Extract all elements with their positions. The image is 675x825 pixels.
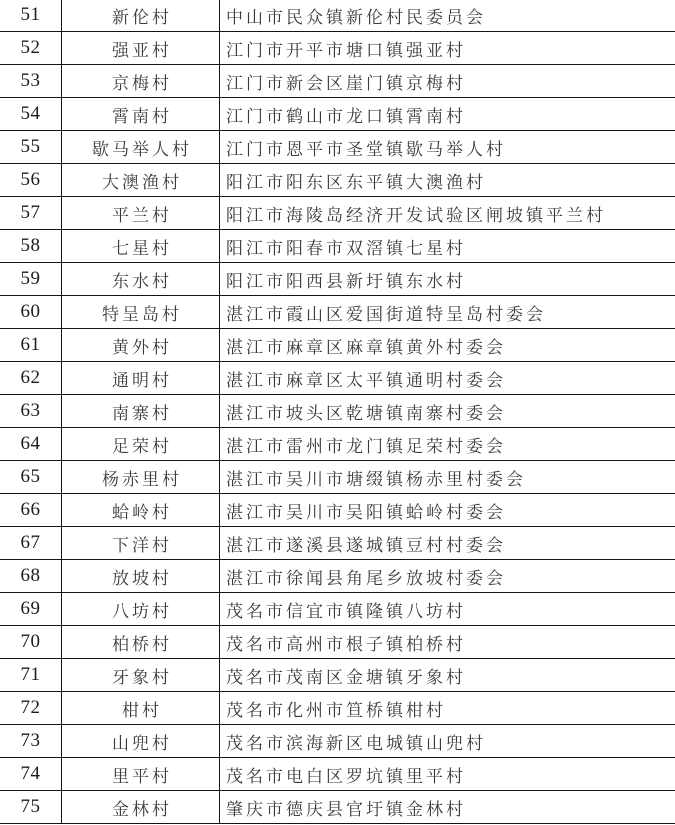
table-row xyxy=(0,65,675,98)
table-row xyxy=(0,395,675,428)
table-row xyxy=(0,329,675,362)
village-name-cell: 里平村 xyxy=(62,758,220,790)
village-address-cell: 湛江市雷州市龙门镇足荣村委会 xyxy=(226,436,506,456)
table-row xyxy=(0,296,675,329)
village-name-cell: 蛤岭村 xyxy=(62,494,220,526)
table-row xyxy=(0,98,675,131)
village-name-cell: 山兜村 xyxy=(62,725,220,757)
village-address-cell: 湛江市吴川市吴阳镇蛤岭村委会 xyxy=(226,502,506,522)
village-name-cell: 新伦村 xyxy=(62,0,220,31)
village-address-cell: 湛江市徐闻县角尾乡放坡村委会 xyxy=(226,568,506,588)
row-index-cell: 68 xyxy=(0,560,62,592)
row-index-cell: 72 xyxy=(0,692,62,724)
row-index-cell: 66 xyxy=(0,494,62,526)
village-address-cell: 湛江市麻章区麻章镇黄外村委会 xyxy=(226,337,506,357)
table-row xyxy=(0,362,675,395)
row-index-cell: 63 xyxy=(0,395,62,427)
row-index-cell: 67 xyxy=(0,527,62,559)
row-index-cell: 60 xyxy=(0,296,62,328)
table-row xyxy=(0,593,675,626)
village-name-cell: 牙象村 xyxy=(62,659,220,691)
row-index-cell: 52 xyxy=(0,32,62,64)
table-row xyxy=(0,230,675,263)
row-index-cell: 61 xyxy=(0,329,62,361)
table-row xyxy=(0,263,675,296)
village-name-cell: 放坡村 xyxy=(62,560,220,592)
village-name-cell: 大澳渔村 xyxy=(62,164,220,196)
row-index-cell: 73 xyxy=(0,725,62,757)
row-index-cell: 62 xyxy=(0,362,62,394)
village-address-cell: 阳江市海陵岛经济开发试验区闸坡镇平兰村 xyxy=(226,205,606,225)
village-name-cell: 金林村 xyxy=(62,791,220,823)
village-address-cell: 阳江市阳春市双滘镇七星村 xyxy=(226,238,466,258)
village-address-cell: 阳江市阳东区东平镇大澳渔村 xyxy=(226,172,486,192)
village-name-cell: 京梅村 xyxy=(62,65,220,97)
village-name-cell: 下洋村 xyxy=(62,527,220,559)
village-address-cell: 江门市鹤山市龙口镇霄南村 xyxy=(226,106,466,126)
table-row xyxy=(0,164,675,197)
village-name-cell: 通明村 xyxy=(62,362,220,394)
row-index-cell: 53 xyxy=(0,65,62,97)
village-address-cell: 湛江市吴川市塘缀镇杨赤里村委会 xyxy=(226,469,526,489)
village-address-cell: 湛江市麻章区太平镇通明村委会 xyxy=(226,370,506,390)
table-row xyxy=(0,428,675,461)
row-index-cell: 59 xyxy=(0,263,62,295)
village-name-cell: 七星村 xyxy=(62,230,220,262)
row-index-cell: 69 xyxy=(0,593,62,625)
table-row xyxy=(0,659,675,692)
village-name-cell: 特呈岛村 xyxy=(62,296,220,328)
row-index-cell: 57 xyxy=(0,197,62,229)
table-row xyxy=(0,527,675,560)
village-name-cell: 柏桥村 xyxy=(62,626,220,658)
village-address-cell: 江门市新会区崖门镇京梅村 xyxy=(226,73,466,93)
table-row xyxy=(0,32,675,65)
row-index-cell: 75 xyxy=(0,791,62,823)
village-address-cell: 湛江市坡头区乾塘镇南寨村委会 xyxy=(226,403,506,423)
row-index-cell: 74 xyxy=(0,758,62,790)
village-address-cell: 江门市开平市塘口镇强亚村 xyxy=(226,40,466,60)
village-name-cell: 柑村 xyxy=(62,692,220,724)
village-name-cell: 八坊村 xyxy=(62,593,220,625)
village-address-cell: 湛江市遂溪县遂城镇豆村村委会 xyxy=(226,535,506,555)
row-index-cell: 54 xyxy=(0,98,62,130)
table-row xyxy=(0,791,675,824)
village-name-cell: 黄外村 xyxy=(62,329,220,361)
table-row xyxy=(0,197,675,230)
row-index-cell: 71 xyxy=(0,659,62,691)
table-row xyxy=(0,758,675,791)
village-name-cell: 霄南村 xyxy=(62,98,220,130)
table-row xyxy=(0,461,675,494)
village-name-cell: 歇马举人村 xyxy=(62,131,220,163)
village-address-cell: 茂名市滨海新区电城镇山兜村 xyxy=(226,733,486,753)
village-name-cell: 东水村 xyxy=(62,263,220,295)
row-index-cell: 56 xyxy=(0,164,62,196)
village-name-cell: 杨赤里村 xyxy=(62,461,220,493)
row-index-cell: 70 xyxy=(0,626,62,658)
village-address-cell: 茂名市化州市笪桥镇柑村 xyxy=(226,700,446,720)
row-index-cell: 64 xyxy=(0,428,62,460)
row-index-cell: 65 xyxy=(0,461,62,493)
village-address-cell: 湛江市霞山区爱国街道特呈岛村委会 xyxy=(226,304,546,324)
village-address-cell: 肇庆市德庆县官圩镇金林村 xyxy=(226,799,466,819)
row-index-cell: 55 xyxy=(0,131,62,163)
table-row xyxy=(0,0,675,32)
village-name-cell: 足荣村 xyxy=(62,428,220,460)
village-address-cell: 茂名市电白区罗坑镇里平村 xyxy=(226,766,466,786)
village-address-cell: 茂名市茂南区金塘镇牙象村 xyxy=(226,667,466,687)
row-index-cell: 58 xyxy=(0,230,62,262)
village-address-cell: 阳江市阳西县新圩镇东水村 xyxy=(226,271,466,291)
table-row xyxy=(0,494,675,527)
table-row xyxy=(0,626,675,659)
village-name-cell: 强亚村 xyxy=(62,32,220,64)
table-row xyxy=(0,131,675,164)
table-row xyxy=(0,560,675,593)
village-address-cell: 茂名市高州市根子镇柏桥村 xyxy=(226,634,466,654)
village-name-cell: 南寨村 xyxy=(62,395,220,427)
row-index-cell: 51 xyxy=(0,0,62,31)
table-row xyxy=(0,725,675,758)
village-address-cell: 江门市恩平市圣堂镇歇马举人村 xyxy=(226,139,506,159)
village-name-cell: 平兰村 xyxy=(62,197,220,229)
table-row xyxy=(0,692,675,725)
village-address-cell: 茂名市信宜市镇隆镇八坊村 xyxy=(226,601,466,621)
village-address-cell: 中山市民众镇新伦村民委员会 xyxy=(226,7,486,27)
